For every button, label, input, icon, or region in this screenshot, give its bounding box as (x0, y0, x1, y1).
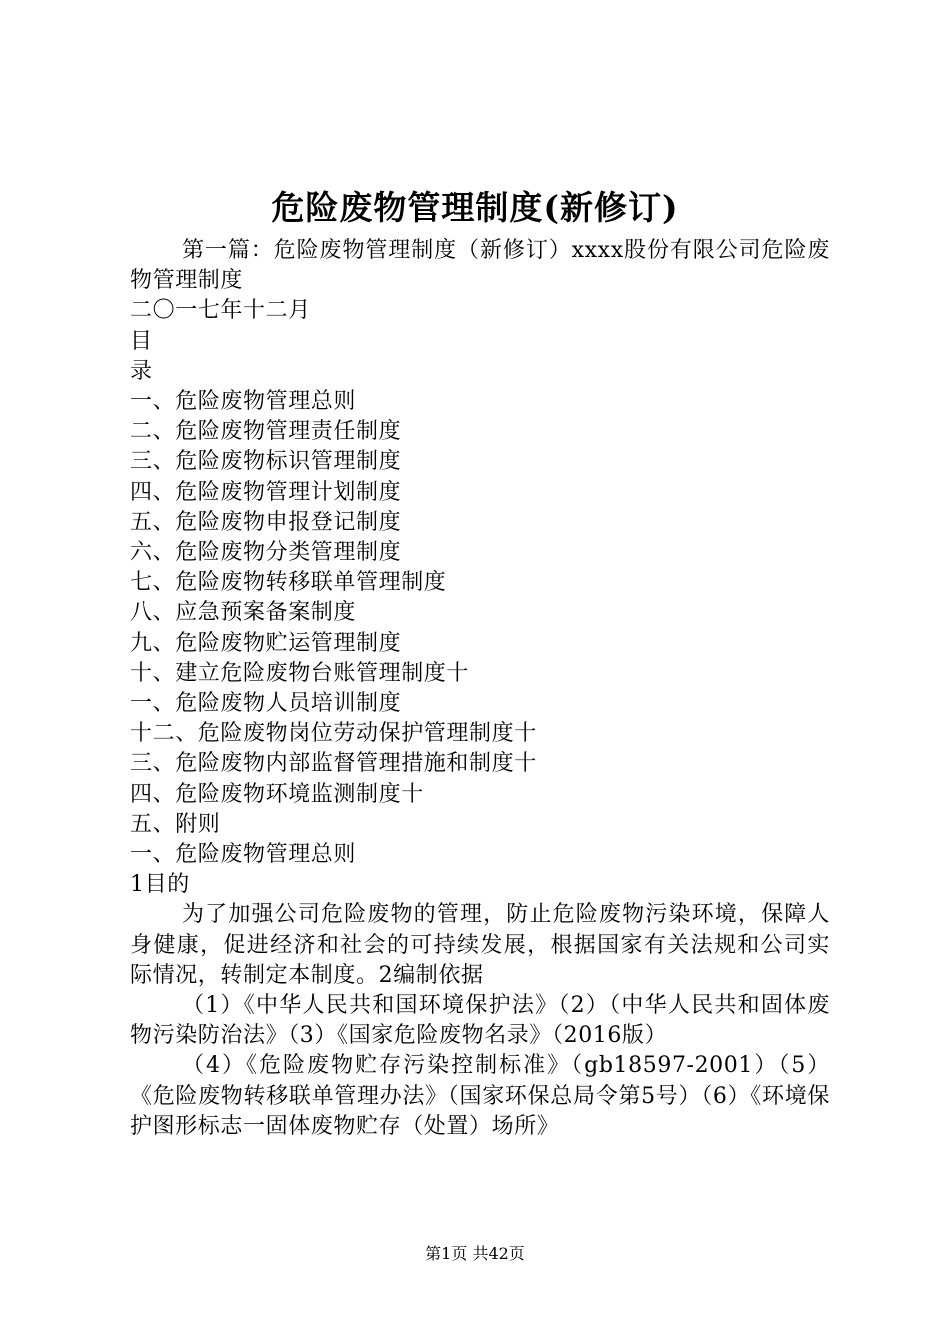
toc-item: 三、危险废物标识管理制度 (130, 449, 402, 475)
toc-heading-2: 录 (130, 358, 153, 384)
toc-item: 四、危险废物管理计划制度 (130, 479, 402, 505)
toc-item: 六、危险废物分类管理制度 (130, 540, 402, 566)
toc-item: 三、危险废物内部监督管理措施和制度十 (130, 751, 537, 777)
paragraph-date: 二〇一七年十二月 (130, 298, 311, 324)
toc-heading-1: 目 (130, 328, 153, 354)
toc-item: 二、危险废物管理责任制度 (130, 419, 402, 445)
toc-item: 八、应急预案备案制度 (130, 600, 357, 626)
toc-item: 四、危险废物环境监测制度十 (130, 781, 424, 807)
section-heading: 一、危险废物管理总则 (130, 842, 357, 868)
toc-item: 十、建立危险废物台账管理制度十 (130, 660, 470, 686)
paragraph-intro: 第一篇：危险废物管理制度（新修订）xxxx股份有限公司危险废物管理制度 (130, 238, 830, 294)
paragraph-basis-2: （4）《危险废物贮存污染控制标准》（gb18597-2001）（5）《危险废物转移联单管理办法》（国家环保总局令第5号）（6）《环境保护图形标志一固体废物贮存（处置）场所》 (130, 1053, 830, 1139)
subsection-heading: 1目的 (130, 872, 190, 898)
toc-item: 七、危险废物转移联单管理制度 (130, 570, 447, 596)
toc-item: 十二、危险废物岗位劳动保护管理制度十 (130, 721, 537, 747)
toc-item: 一、危险废物人员培训制度 (130, 691, 402, 717)
toc-item: 五、附则 (130, 811, 221, 837)
toc-item: 九、危险废物贮运管理制度 (130, 630, 402, 656)
page-footer: 第1页 共42页 (425, 1244, 525, 1263)
toc-item: 五、危险废物申报登记制度 (130, 509, 402, 535)
document-body (130, 236, 830, 1142)
paragraph-basis-1: （1）《中华人民共和国环境保护法》（2）（中华人民共和固体废物污染防治法》（3）《国家危险废物名录》（2016版） (130, 993, 830, 1049)
document-title: 危险废物管理制度(新修订) (271, 188, 679, 227)
paragraph-purpose: 为了加强公司危险废物的管理，防止危险废物污染环境，保障人身健康，促进经济和社会的可持续发展，根据国家有关法规和公司实际情况，转制定本制度。2编制依据 (130, 902, 830, 988)
toc-item: 一、危险废物管理总则 (130, 389, 357, 415)
